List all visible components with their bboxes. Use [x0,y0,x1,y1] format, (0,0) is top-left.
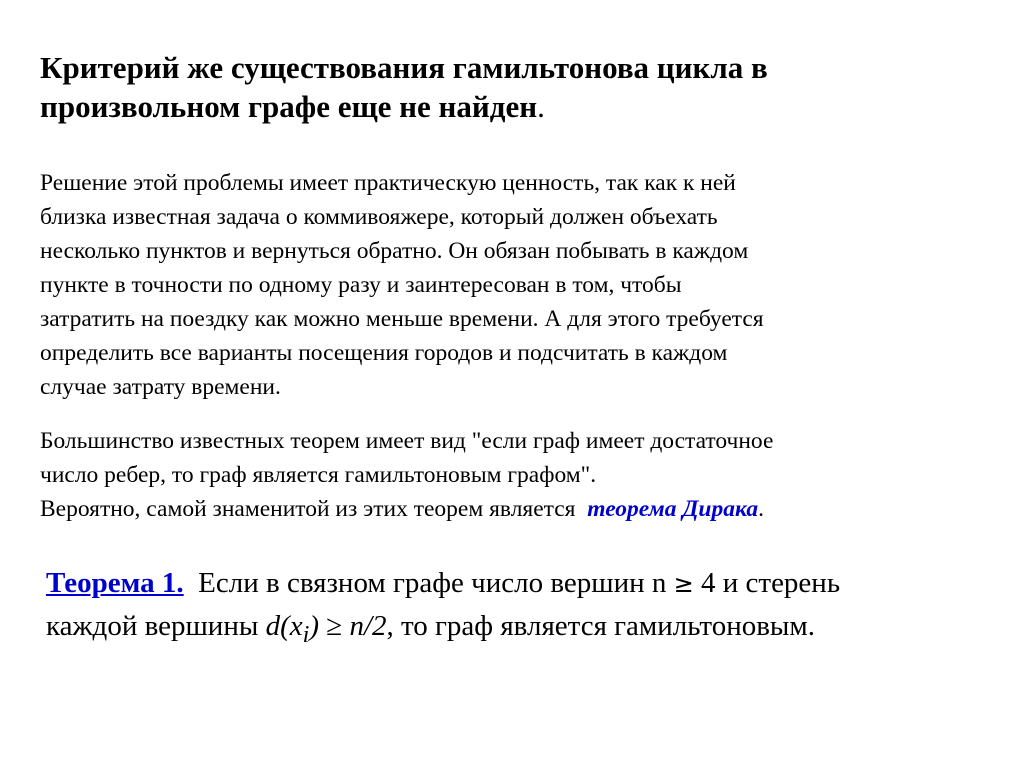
math-degree [265,610,320,648]
paragraph-line: число ребер, то граф является гамильтоновым графом". [40,462,597,488]
paragraph-tsp [40,166,990,404]
theorem-text: каждой вершины [46,610,266,642]
paragraph-line: несколько пунктов и вернуться обратно. Он обязан побывать в каждом [40,238,749,264]
paragraph-line: Большинство известных теорем имеет вид "если граф имеет достаточное [40,428,774,454]
math-geq: ≥ [319,610,350,642]
paragraph-line: Решение этой проблемы имеет практическую ценность, так как к ней [40,170,736,196]
math-n-half: n/2 [349,610,387,642]
dirac-suffix: . [758,496,764,522]
paragraph-line: пункте в точности по одному разу и заинтересован в том, чтобы [40,272,682,298]
heading-line-1: Критерий же существования гамильтонова цикла в [40,50,768,85]
heading-line-2: произвольном графе еще не найден [40,89,538,124]
heading-period: . [537,89,545,124]
paragraph-line: затратить на поездку как можно меньше времени. А для этого требуется [40,306,764,332]
math-d: d(x [265,610,303,642]
dirac-prefix: Вероятно, самой знаменитой из этих теорем является [40,496,588,522]
geq-symbol: ≥ [673,570,694,598]
theorem-line-1 [46,562,1006,605]
theorem-text: Если в связном графе число вершин n [183,567,674,599]
theorem-block [46,562,1006,656]
paragraph-line: случае затрату времени. [40,374,281,400]
theorem-line-2 [46,605,1006,656]
theorem-text-rest: 4 и стерень [693,567,841,599]
slide-heading [40,48,980,126]
theorem-label-link[interactable]: Теорема 1. [46,567,184,599]
paragraph-theorems [40,424,990,526]
paragraph-line: определить все варианты посещения городов и подсчитать в каждом [40,340,728,366]
paragraph-line: близка известная задача о коммивояжере, который должен объехать [40,204,718,230]
math-subscript: i [302,620,310,648]
theorem-text-end: , то граф является гамильтоновым. [386,610,815,642]
math-close: ) [309,610,320,642]
paragraph-line-dirac [40,492,990,526]
dirac-theorem-label: теорема Дирака [587,496,759,522]
